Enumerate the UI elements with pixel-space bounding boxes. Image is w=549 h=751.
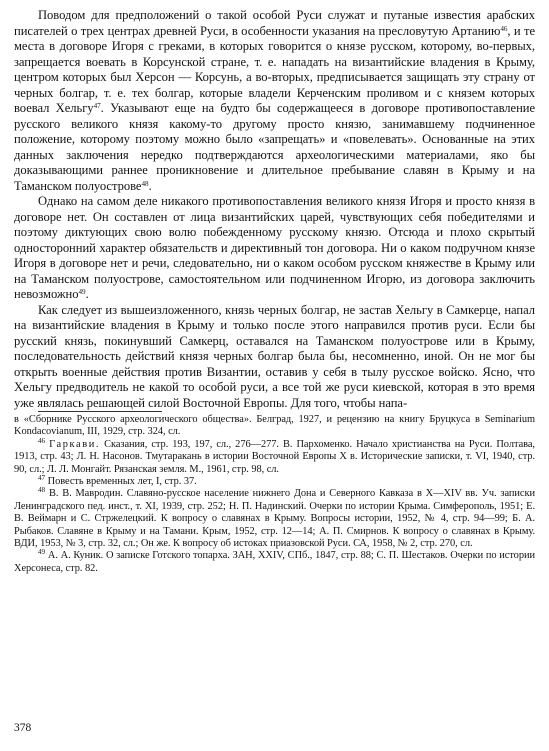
footnote-ref: 49 (78, 288, 86, 296)
footnote-ref: 47 (93, 102, 101, 110)
footnote-divider (38, 411, 162, 412)
paragraph-3: Как следует из вышеизложенного, князь черных болгар, не застав Хельгу в Самкерце, напал на византийские владения в Крыму и только после этого направился против руси. Если бы русский князь, покинувший Самкерц, оставался на Таманском полуострове или в Крыму, последовательность действий князя черных болгар была бы, несомненно, иной. Он не мог бы открыть военные действия против Византии, оставив у себя в тылу русское войско. Ясно, что Хельгу предводитель не какой то особой руси, а все той же руси киевской, которая в это время уже являлась решающей силой Восточной Европы. Для того, чтобы напа- (14, 302, 535, 410)
page-number: 378 (14, 722, 32, 734)
footnote-ref: 46 (500, 24, 508, 33)
paragraph-1: Поводом для предположений о такой особой Руси служат и путаные известия арабских писателей о трех центрах древней Руси, в особенности указания на пресловутую Артанию$^{46}$, и те места в договоре Игоря с греками, в которых говорится о князе русском, которому, во-первых, запрещается воевать в Корсунской стране, т. е. нападать на византийские владения в Крыму, центром которых был Херсон — Корсунь, а во-вторых, предписывается защищать эту страну от черных болгар, т. е. тех болгар, которые владели Керченским проливом и с князем которых воевал Хельгу$^{47}$. Указывают еще на будто бы содержащееся в договоре противопоставление русского великого князя какому-то другому просто князю, занимавшему подчиненное положение, которому поэтому можно было «запрещать» и «повелевать». Основанные на этих данных заключения нередко подтверждаются археологическими материалами, яко бы доказывающими раннее проникновение и длительное пребывание славян в Крыму и на Таманском полуострове$^{48}$. (14, 8, 535, 193)
footnote-continuation: в «Сборнике Русского археологического общества». Белград, 1927, и рецензию на книгу Бруцкуса в Seminarium Kondacovianum, III, 1929, стр. 324, сл. (14, 414, 535, 438)
main-text (14, 8, 535, 411)
footnote-47: $^{47}$ Повесть временных лет, I, стр. 37. (38, 474, 197, 488)
footnote-49: $^{49}$ А. А. Куник. О записке Готского топарха. ЗАН, XXIV, СПб., 1847, стр. 88; С. П. Шестаков. Очерки по истории Херсонеса, стр. 82. (14, 548, 535, 574)
footnote-48: $^{48}$ В. В. Мавродин. Славяно-русское население нижнего Дона и Северного Кавказа в X—XIV вв. Уч. записки Ленинградского пед. инст., т. XI, 1939, стр. 252; Н. П. Надинский. Очерки по истории Крыма. Симферополь, 1951; Е. В. Веймарн и С. Стржелецкий. К вопросу о славянах в Крыму. Вопросы истории, 1952, № 4, стр. 94—99; Б. А. Рыбаков. Славяне в Крыму и на Тамани. Крым, 1952, стр. 12—14; А. П. Смирнов. К вопросу о славянах в Крыму. ВДИ, 1953, № 3, стр. 32, сл.; Он же. К вопросу об истоках приазовской Руси. СА, 1958, № 2, стр. 270, сл. (14, 486, 535, 550)
footnote-ref: 48 (141, 179, 149, 188)
paragraph-2: Однако на самом деле никакого противопоставления великого князя Игоря и просто князя в договоре нет. Он составлен от лица византийских царей, чувствующих себя победителями и поэтому диктующих свою волю побежденному русскому князю. Отсюда и плохо скрытый односторонний характер обязательств и директивный тон договора. Ни о каком подручном князе Игоря в договоре нет и речи, следовательно, ни о каком особом русском княжестве в Крыму или на Таманском полуострове, самостоятельном или подчиненном Игорю, из договора заключить невозможно$^{49}$. (14, 194, 535, 301)
footnotes (14, 414, 535, 575)
footnote-46: $^{46}$ Гаркави. Сказания, стр. 193, 197, сл., 276—277. В. Пархоменко. Начало христианства на Руси. Полтава, 1913, стр. 43; Л. Н. Насонов. Тмутаракань в истории Восточной Европы X в. Исторические записки, т. VI, 1940, стр. 90, сл.; Л. Л. Монгайт. Рязанская земля. М., 1961, стр. 98, сл. (14, 436, 535, 475)
